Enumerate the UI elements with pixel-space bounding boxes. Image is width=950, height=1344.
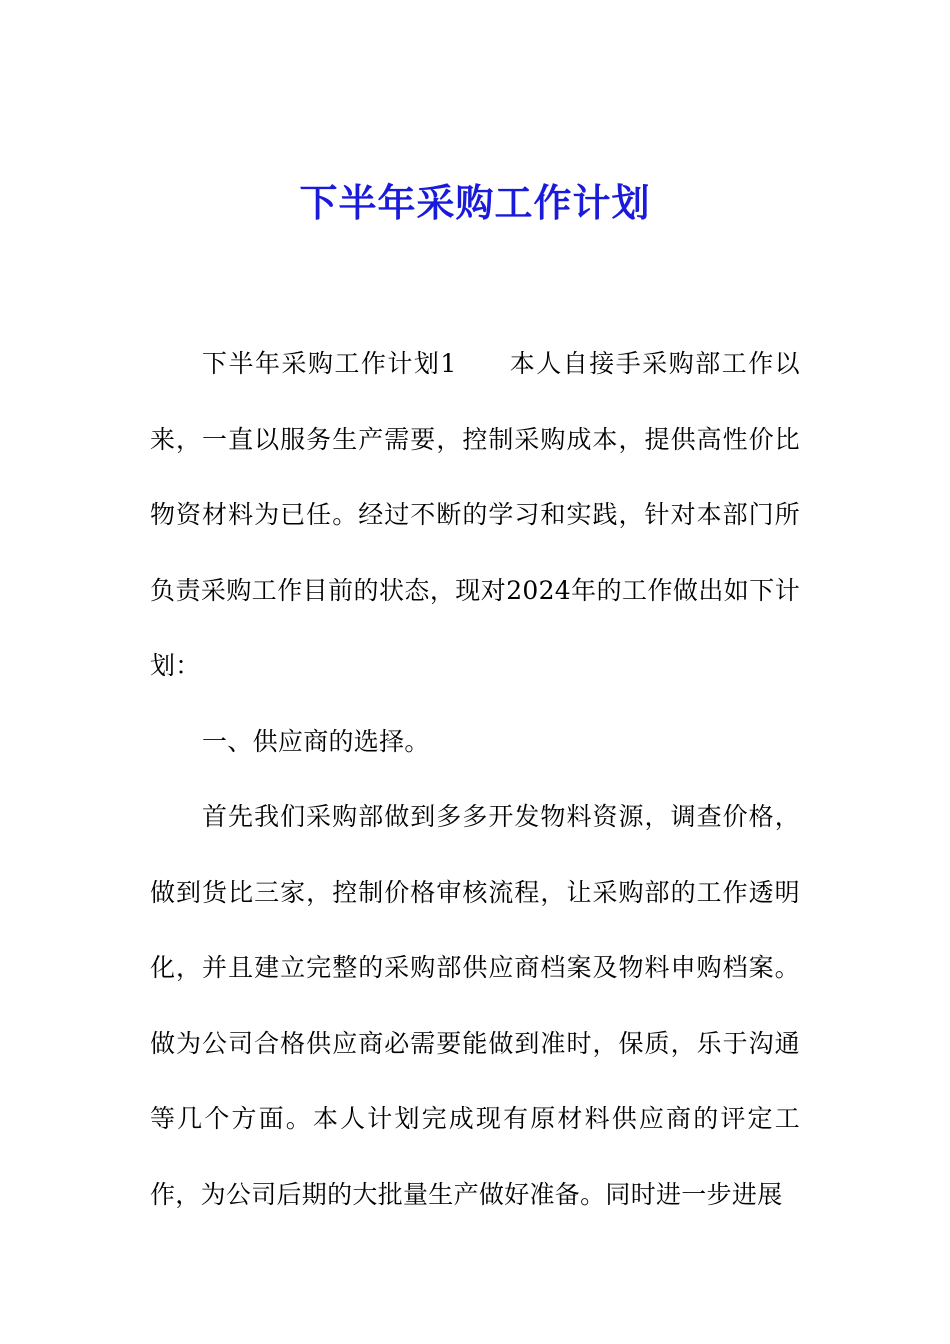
paragraph-lead: 下半年采购工作计划1 (202, 349, 457, 378)
paragraph-intro (150, 326, 800, 704)
document-body (150, 326, 800, 1232)
paragraph-supplier: 首先我们采购部做到多多开发物料资源，调查价格，做到货比三家，控制价格审核流程，让采购部的工作透明化，并且建立完整的采购部供应商档案及物料申购档案。做为公司合格供应商必需要能做到准时，保质，乐于沟通等几个方面。本人计划完成现有原材料供应商的评定工作，为公司后期的大批量生产做好准备。同时进一步进展 (150, 802, 800, 1209)
document-title: 下半年采购工作计划 (299, 181, 651, 225)
section-heading: 一、供应商的选择。 (202, 726, 430, 756)
paragraph-text: 本人自接手采购部工作以来，一直以服务生产需要，控制采购成本，提供高性价比物资材料为已任。经过不断的学习和实践，针对本部门所负责采购工作目前的状态，现对2024年的工作做出如下计划： (150, 349, 800, 680)
